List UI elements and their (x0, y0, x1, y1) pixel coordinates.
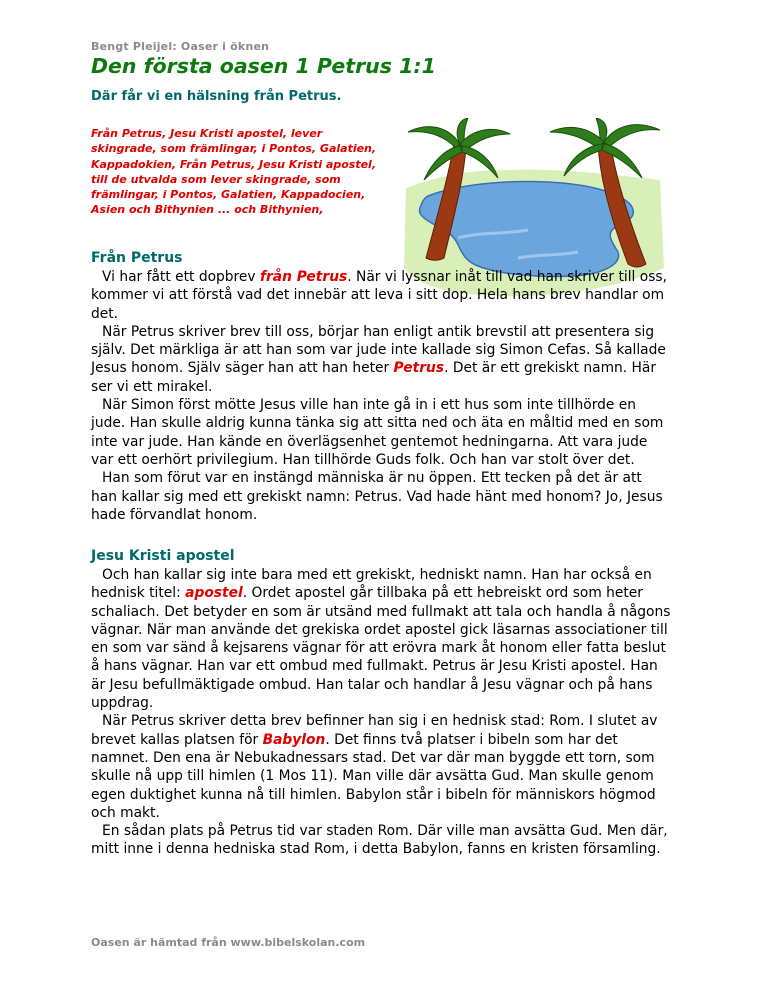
section-body-jesu-kristi-apostel (91, 566, 671, 859)
document-source: Bengt Pleijel: Oaser i öknen (91, 40, 270, 53)
text: . Det är ett grekiskt namn. Här ser vi ett mirakel. (91, 360, 657, 395)
paragraph: Han som förut var en instängd människa är nu öppen. Ett tecken på det är att han kallar sig med ett grekiskt namn: Petrus. Vad hade hänt med honom? Jo, Jesus hade förvandlat honom. (91, 470, 663, 523)
section-heading-fran-petrus: Från Petrus (91, 250, 183, 266)
paragraph: En sådan plats på Petrus tid var staden Rom. Där ville man avsätta Gud. Men där, mitt inne i denna hedniska stad Rom, i detta Babylon, fanns en kristen församling. (91, 823, 668, 858)
scripture-quote: Från Petrus, Jesu Kristi apostel, lever skingrade, som främlingar, i Pontos, Galatien, Kappadokien, Från Petrus, Jesu Kristi apostel, till de utvalda som lever skingrade, som främlingar, i Pontos, Galatien, Kappadocien, Asien och Bithynien ... och Bithynien, (91, 127, 377, 217)
text: . Ordet apostel går tillbaka på ett hebreiskt ord som heter schaliach. Det betyder en som är utsänd med fullmakt att tala och handla å någons vägnar. När man använde det grekiska ordet apostel gick läsarnas associationer till en som var sänd å kejsarens vägnar för att erövra mark åt honom eller fatta beslut å hans vägnar. Han var ett ombud med fullmakt. Petrus är Jesu Kristi apostel. Han är Jesu befullmäktigade ombud. Han talar och handlar å Jesu vägnar och på hans uppdrag. (91, 585, 671, 712)
paragraph (91, 323, 671, 396)
paragraph (91, 712, 671, 822)
section-body-fran-petrus (91, 268, 671, 524)
highlight-apostel: apostel (185, 585, 243, 602)
section-heading-jesu-kristi-apostel: Jesu Kristi apostel (91, 548, 235, 564)
highlight-petrus: Petrus (393, 360, 445, 377)
text: Och han kallar sig inte bara med ett grekiskt, hedniskt namn. Han har också en hednisk titel: (91, 567, 652, 602)
text: Vi har fått ett dopbrev (102, 269, 260, 285)
highlight-babylon: Babylon (262, 731, 326, 748)
paragraph: När Simon först mötte Jesus ville han inte gå in i ett hus som inte tillhörde en jude. Han skulle aldrig kunna tänka sig att sitta ned och äta en måltid med en som inte var jude. Han kände en överlägsenhet gentemot hedningarna. Att vara jude var ett oerhört privilegium. Han tillhörde Guds folk. Och han var stolt över det. (91, 397, 664, 468)
footer-source: Oasen är hämtad från www.bibelskolan.com (91, 936, 366, 949)
text: När Petrus skriver detta brev befinner han sig i en hednisk stad: Rom. I slutet av brevet kallas platsen för (91, 713, 658, 748)
page-subtitle: Där får vi en hälsning från Petrus. (91, 89, 342, 104)
text: När Petrus skriver brev till oss, börjar han enligt antik brevstil att presentera sig själv. Det märkliga är att han som var jude inte kallade sig Simon Cefas. Så kallade Jesus honom. Själv säger han att han heter (91, 323, 666, 377)
text: . Det finns två platser i bibeln som har det namnet. Den ena är Nebukadnessars stad. Det var där man byggde ett torn, som skulle nå upp till himlen (1 Mos 11). Man ville där avsätta Gud. Man skulle genom egen duktighet kunna nå till himlen. Babylon står i bibeln för människors högmod och makt. (91, 731, 656, 821)
text: . När vi lyssnar inåt till vad han skriver till oss, kommer vi att förstå vad det innebär att leva i sitt dop. Hela hans brev handlar om det. (91, 269, 667, 322)
paragraph (91, 566, 671, 712)
paragraph (91, 268, 671, 323)
page-title: Den första oasen 1 Petrus 1:1 (91, 54, 436, 78)
highlight-fran-petrus: från Petrus (259, 269, 348, 285)
